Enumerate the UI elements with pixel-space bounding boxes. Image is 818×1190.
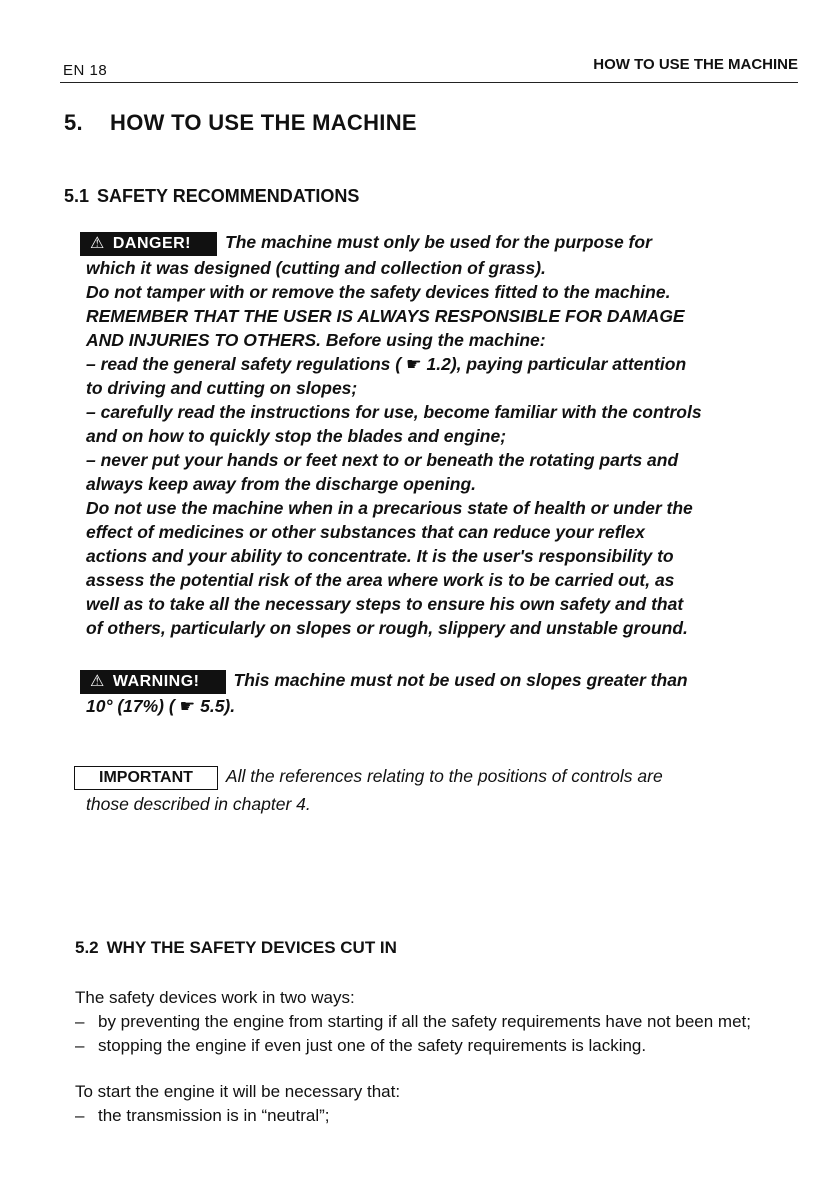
list-item: – the transmission is in “neutral”; xyxy=(75,1104,795,1128)
danger-badge-label: DANGER! xyxy=(112,235,192,252)
chapter-title: HOW TO USE THE MACHINE xyxy=(110,110,417,135)
danger-line: – never put your hands or feet next to or beneath the rotating parts and xyxy=(86,450,679,470)
danger-line: always keep away from the discharge opening. xyxy=(86,474,476,494)
danger-line: to driving and cutting on slopes; xyxy=(86,378,358,398)
section-number: 5.2 xyxy=(75,938,99,957)
chapter-heading xyxy=(64,110,417,136)
page-number: EN 18 xyxy=(63,62,108,79)
danger-line: of others, particularly on slopes or rough, slippery and unstable ground. xyxy=(86,618,688,638)
danger-line: – carefully read the instructions for use, become familiar with the controls xyxy=(86,402,702,422)
list-item: – by preventing the engine from starting if all the safety requirements have not been met; xyxy=(75,1010,795,1034)
header-rule xyxy=(60,82,798,83)
danger-line: – read the general safety regulations ( ☛ 1.2), paying particular attention xyxy=(86,354,687,374)
safety-devices-text xyxy=(75,986,795,1128)
paragraph: The safety devices work in two ways: xyxy=(75,988,355,1007)
important-badge: IMPORTANT xyxy=(74,766,218,790)
warning-badge xyxy=(80,670,226,694)
important-line: IMPORTANT All the references relating to the positions of controls are xyxy=(86,762,802,790)
list-dash: – xyxy=(75,1106,85,1125)
danger-line: REMEMBER THAT THE USER IS ALWAYS RESPONSIBLE FOR DAMAGE xyxy=(86,306,685,326)
danger-notice xyxy=(86,230,802,640)
warning-line: 10° (17%) ( ☛ 5.5). xyxy=(86,696,236,716)
danger-line: actions and your ability to concentrate. It is the user's responsibility to xyxy=(86,546,674,566)
important-line: those described in chapter 4. xyxy=(86,794,311,814)
danger-badge xyxy=(80,232,217,256)
danger-line: and on how to quickly stop the blades and engine; xyxy=(86,426,507,446)
warning-triangle-icon: ⚠ xyxy=(90,235,105,252)
running-header-title: HOW TO USE THE MACHINE xyxy=(593,56,798,73)
warning-badge-label: WARNING! xyxy=(112,673,200,690)
chapter-number: 5. xyxy=(64,110,83,135)
danger-line: Do not use the machine when in a precarious state of health or under the xyxy=(86,498,693,518)
danger-line: assess the potential risk of the area where work is to be carried out, as xyxy=(86,570,675,590)
important-notice xyxy=(86,762,802,818)
danger-line: AND INJURIES TO OTHERS. Before using the machine: xyxy=(86,330,546,350)
list-dash: – xyxy=(75,1012,85,1031)
warning-notice xyxy=(86,668,802,718)
warning-line: ⚠ WARNING! This machine must not be used on slopes greater than xyxy=(86,668,802,694)
danger-line: ⚠ DANGER! The machine must only be used for the purpose for xyxy=(86,230,802,256)
danger-line: well as to take all the necessary steps to ensure his own safety and that xyxy=(86,594,684,614)
section-heading-5-1 xyxy=(64,186,359,207)
danger-line: which it was designed (cutting and collection of grass). xyxy=(86,258,546,278)
danger-line: Do not tamper with or remove the safety devices fitted to the machine. xyxy=(86,282,671,302)
section-title: SAFETY RECOMMENDATIONS xyxy=(97,186,360,206)
section-title: WHY THE SAFETY DEVICES CUT IN xyxy=(106,938,397,957)
list-item: – stopping the engine if even just one of the safety requirements is lacking. xyxy=(75,1034,795,1058)
warning-triangle-icon: ⚠ xyxy=(90,673,105,690)
paragraph: To start the engine it will be necessary that: xyxy=(75,1082,401,1101)
danger-line: effect of medicines or other substances that can reduce your reflex xyxy=(86,522,645,542)
section-number: 5.1 xyxy=(64,186,90,206)
section-heading-5-2 xyxy=(75,938,397,958)
list-dash: – xyxy=(75,1036,85,1055)
